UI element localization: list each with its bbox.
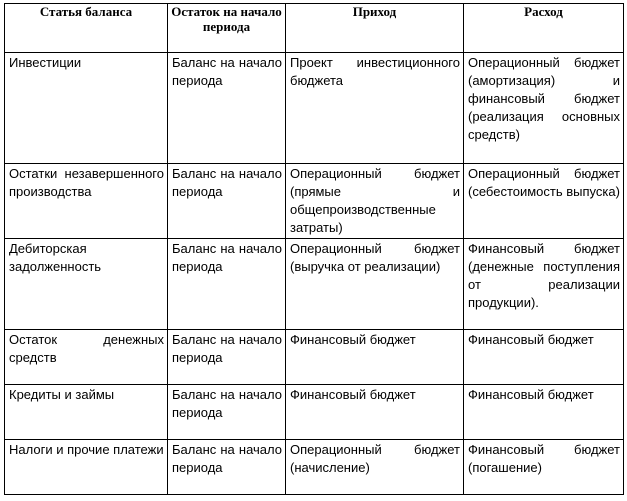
table-row bbox=[5, 385, 624, 440]
cell-expense: Финансовый бюджет bbox=[464, 385, 624, 440]
cell-income: Операционный бюджет (выручка от реализации) bbox=[286, 239, 464, 330]
cell-opening-balance: Баланс на начало периода bbox=[168, 330, 286, 385]
table-row bbox=[5, 330, 624, 385]
cell-expense: Финансовый бюджет (погашение) bbox=[464, 440, 624, 495]
table-row bbox=[5, 239, 624, 330]
cell-opening-balance: Баланс на начало периода bbox=[168, 239, 286, 330]
table-row bbox=[5, 440, 624, 495]
cell-balance-item: Остатки незавершенного производства bbox=[5, 164, 168, 239]
table-row bbox=[5, 53, 624, 164]
header-balance-item: Статья баланса bbox=[5, 4, 168, 53]
table-row bbox=[5, 164, 624, 239]
header-row bbox=[5, 4, 624, 53]
cell-expense: Финансовый бюджет (денежные поступления от реализации продукции). bbox=[464, 239, 624, 330]
balance-table bbox=[4, 3, 624, 495]
cell-opening-balance: Баланс на начало периода bbox=[168, 53, 286, 164]
cell-opening-balance: Баланс на начало периода bbox=[168, 440, 286, 495]
cell-income: Финансовый бюджет bbox=[286, 330, 464, 385]
cell-expense: Финансовый бюджет bbox=[464, 330, 624, 385]
cell-opening-balance: Баланс на начало периода bbox=[168, 385, 286, 440]
cell-balance-item: Кредиты и займы bbox=[5, 385, 168, 440]
cell-balance-item: Остаток денежных средств bbox=[5, 330, 168, 385]
cell-balance-item: Инвестиции bbox=[5, 53, 168, 164]
cell-income: Операционный бюджет (начисление) bbox=[286, 440, 464, 495]
cell-income: Финансовый бюджет bbox=[286, 385, 464, 440]
cell-expense: Операционный бюджет (амортизация) и финансовый бюджет (реализация основных средств) bbox=[464, 53, 624, 164]
header-expense: Расход bbox=[464, 4, 624, 53]
cell-balance-item: Налоги и прочие платежи bbox=[5, 440, 168, 495]
cell-expense: Операционный бюджет (себестоимость выпуска) bbox=[464, 164, 624, 239]
header-income: Приход bbox=[286, 4, 464, 53]
cell-opening-balance: Баланс на начало периода bbox=[168, 164, 286, 239]
cell-income: Проект инвестиционного бюджета bbox=[286, 53, 464, 164]
cell-income: Операционный бюджет (прямые и общепроизводственные затраты) bbox=[286, 164, 464, 239]
header-opening-balance: Остаток на начало периода bbox=[168, 4, 286, 53]
cell-balance-item: Дебиторская задолженность bbox=[5, 239, 168, 330]
